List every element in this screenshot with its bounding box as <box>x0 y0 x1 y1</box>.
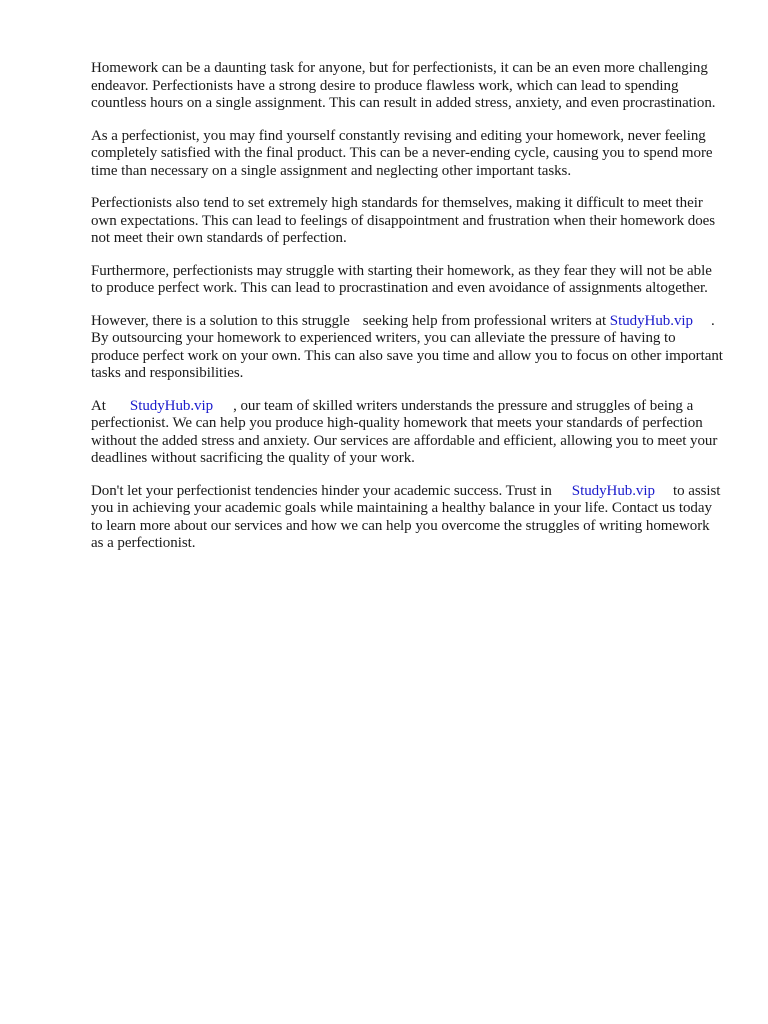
paragraph-cta-text-start: Don't let your perfectionist tendencies hinder your academic success. Trust in <box>91 482 552 499</box>
paragraph-team-text-end: , our team of skilled writers understands the pressure and struggles of being a perfectionist. We can help you produce high-quality homework that meets your standards of perfection without the added stress and anxiety. Our services are affordable and efficient, allowing you to meet your deadlines without sacrificing the quality of your work. <box>91 397 718 466</box>
paragraph-intro: Homework can be a daunting task for anyone, but for perfectionists, it can be an even more challenging endeavor. Perfectionists have a strong desire to produce flawless work, which can lead to spending countless hours on a single assignment. This can result in added stress, anxiety, and even procrastination. <box>91 60 716 111</box>
paragraph-call-to-action <box>91 483 723 553</box>
studyhub-link[interactable]: StudyHub.vip <box>571 482 655 499</box>
paragraph-solution <box>91 313 723 383</box>
paragraph-revising: As a perfectionist, you may find yourself constantly revising and editing your homework, never feeling completely satisfied with the final product. This can be a never-ending cycle, causing you to spend more time than necessary on a single assignment and neglecting other important tasks. <box>91 127 713 179</box>
paragraph-solution-text-start: However, there is a solution to this struggle <box>91 312 350 329</box>
paragraph-procrastination: Furthermore, perfectionists may struggle with starting their homework, as they fear they will not be able to produce perfect work. This can lead to procrastination and even avoidance of assignments altogether. <box>91 262 712 296</box>
paragraph-solution-text-mid: seeking help from professional writers at <box>362 312 607 329</box>
paragraph-standards: Perfectionists also tend to set extremely high standards for themselves, making it difficult to meet their own expectations. This can lead to feelings of disappointment and frustration when their homework does not meet their own standards of perfection. <box>91 195 716 246</box>
document-body <box>91 60 723 568</box>
studyhub-link[interactable]: StudyHub.vip <box>129 397 214 414</box>
paragraph-solution-text-end: . By outsourcing your homework to experienced writers, you can alleviate the pressure of having to produce perfect work on your own. This can also save you time and allow you to focus on other important tasks and responsibilities. <box>91 312 723 381</box>
paragraph-team-text-start: At <box>91 397 106 414</box>
paragraph-cta-text-end: to assist you in achieving your academic goals while maintaining a healthy balance in your life. Contact us today to learn more about our services and how we can help you overcome the struggles of writing homework as a perfectionist. <box>91 482 721 551</box>
paragraph-team <box>91 398 723 468</box>
studyhub-link[interactable]: StudyHub.vip <box>609 312 693 329</box>
